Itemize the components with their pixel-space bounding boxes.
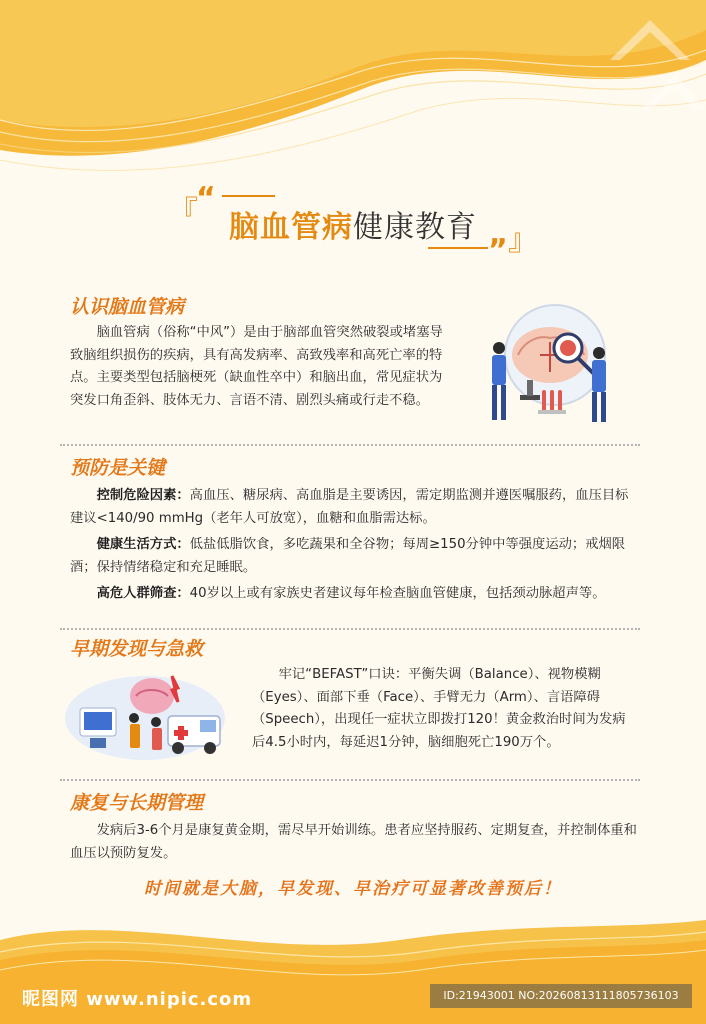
section-about-body: 脑血管病（俗称“中风”）是由于脑部血管突然破裂或堵塞导致脑组织损伤的疾病，具有高发病率、高致残率和高死亡率的特点。主要类型包括脑梗死（缺血性卒中）和脑出血，常见症状为突发口角歪斜、肢体无力、言语不清、剧烈头痛或行走不稳。: [70, 325, 443, 408]
section-prevention: [70, 455, 640, 606]
section-about: [70, 294, 450, 412]
divider-3: [60, 779, 640, 781]
section-rehab: [70, 790, 640, 865]
section-rehab-heading: 康复与长期管理: [70, 792, 204, 814]
top-wave-decoration: [0, 0, 706, 200]
slogan: 时间就是大脑，早发现、早治疗可显著改善预后！: [144, 879, 562, 899]
page-title: [0, 202, 706, 246]
watermark-site: 昵图网 www.nipic.com: [22, 989, 253, 1010]
divider-1: [60, 444, 640, 446]
prevention-item-lifestyle: [70, 534, 640, 579]
prevention-item-risk-text: 高血压、糖尿病、高血脂是主要诱因，需定期监测并遵医嘱服药，血压目标建议<140/90 mmHg（老年人可放宽），血糖和血脂需达标。: [70, 488, 629, 526]
section-rehab-body: 发病后3-6个月是康复黄金期，需尽早开始训练。患者应坚持服药、定期复查，并控制体重和血压以预防复发。: [70, 823, 637, 861]
svg-text:“: “: [196, 181, 216, 216]
page-title-rest: 健康教育: [353, 210, 477, 245]
svg-text:『: 『: [168, 195, 198, 230]
prevention-item-lifestyle-text: 低盐低脂饮食，多吃蔬果和全谷物；每周≥150分钟中等强度运动；戒烟限酒；保持情绪稳定和充足睡眠。: [70, 537, 626, 575]
divider-2: [60, 628, 640, 630]
emergency-ambulance-illustration: [60, 668, 230, 763]
page-title-highlight: 脑血管病: [229, 210, 353, 245]
prevention-item-risk-label: 控制危险因素：: [96, 488, 190, 503]
title-block: [0, 180, 706, 260]
prevention-item-risk: [70, 485, 640, 530]
doctors-brain-illustration: [470, 300, 630, 430]
prevention-item-screening: [70, 583, 640, 606]
prevention-item-screening-label: 高危人群筛查：: [96, 586, 190, 601]
svg-text:』: 』: [508, 223, 538, 258]
svg-text:”: ”: [488, 233, 508, 260]
prevention-item-screening-text: 40岁以上或有家族史者建议每年检查脑血管健康，包括颈动脉超声等。: [189, 586, 606, 601]
section-about-heading: 认识脑血管病: [70, 296, 185, 318]
watermark-id: ID:21943001 NO:20260813111805736103: [430, 984, 692, 1008]
section-prevention-heading: 预防是关键: [70, 457, 166, 479]
section-emergency: [70, 636, 640, 662]
section-emergency-body: 牢记“BEFAST”口诀：平衡失调（Balance）、视物模糊（Eyes）、面部下垂（Face）、手臂无力（Arm）、言语障碍（Speech），出现任一症状立即拨打120！黄金救治时间为发病后4.5小时内，每延迟1分钟，脑细胞死亡190万个。: [252, 667, 626, 750]
section-emergency-heading: 早期发现与急救: [70, 638, 204, 660]
prevention-item-lifestyle-label: 健康生活方式：: [96, 537, 190, 552]
